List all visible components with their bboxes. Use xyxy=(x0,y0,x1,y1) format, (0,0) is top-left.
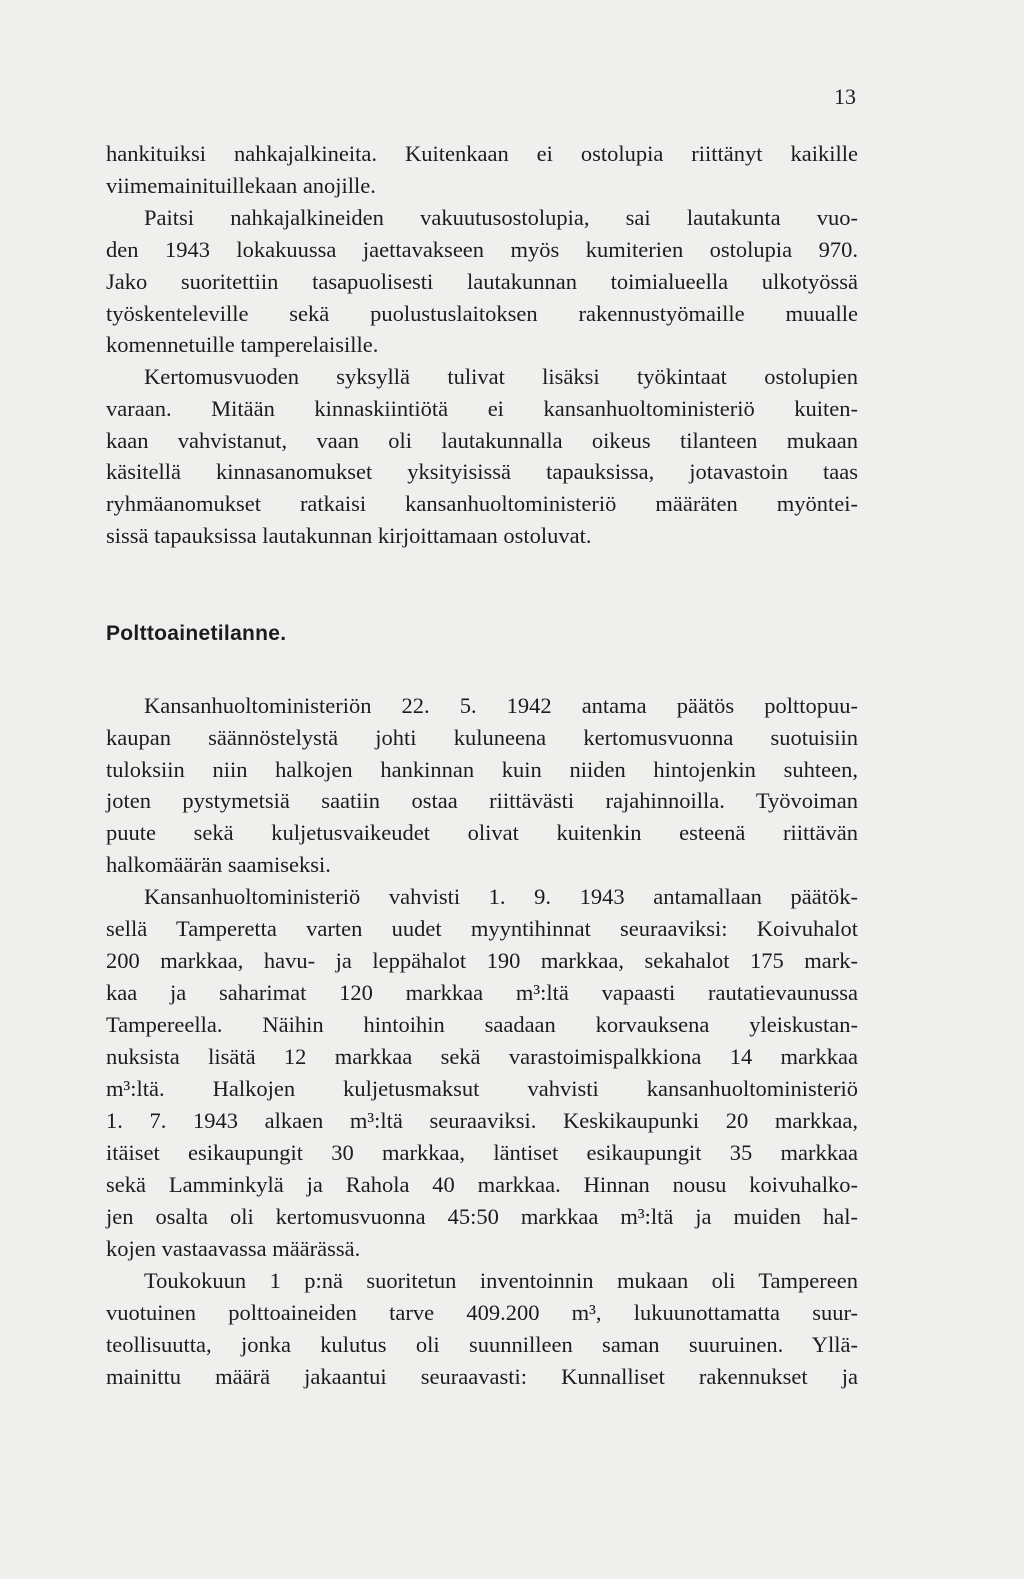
text-line: sissä tapauksissa lautakunnan kirjoittamaan ostoluvat. xyxy=(106,523,592,548)
text-line: varaan. Mitään kinnaskiintiötä ei kansanhuoltoministeriö kuiten- xyxy=(106,396,858,421)
text-line: halkomäärän saamiseksi. xyxy=(106,852,331,877)
text-line: den 1943 lokakuussa jaettavakseen myös kumiterien ostolupia 970. xyxy=(106,237,858,262)
text-line: teollisuutta, jonka kulutus oli suunnilleen saman suuruinen. Yllä- xyxy=(106,1332,858,1357)
text-line: 200 markkaa, havu- ja leppähalot 190 markkaa, sekahalot 175 mark- xyxy=(106,948,858,973)
text-line: viimemainituillekaan anojille. xyxy=(106,173,376,198)
text-line: Kertomusvuoden syksyllä tulivat lisäksi työkintaat ostolupien xyxy=(144,364,858,389)
text-line: Paitsi nahkajalkineiden vakuutusostolupia, sai lautakunta vuo- xyxy=(144,205,858,230)
text-line: Jako suoritettiin tasapuolisesti lautakunnan toimialueella ulkotyössä xyxy=(106,269,858,294)
page-number: 13 xyxy=(834,84,856,109)
text-line: hankituiksi nahkajalkineita. Kuitenkaan ei ostolupia riittänyt kaikille xyxy=(106,141,858,166)
text-line: itäiset esikaupungit 30 markkaa, läntiset esikaupungit 35 markkaa xyxy=(106,1140,858,1165)
text-line: sellä Tamperetta varten uudet myyntihinnat seuraaviksi: Koivuhalot xyxy=(106,916,858,941)
text-line: tuloksiin niin halkojen hankinnan kuin niiden hintojenkin suhteen, xyxy=(106,757,858,782)
text-line: Kansanhuoltoministeriön 22. 5. 1942 antama päätös polttopuu- xyxy=(144,693,858,718)
text-line: kaan vahvistanut, vaan oli lautakunnalla oikeus tilanteen mukaan xyxy=(106,428,858,453)
text-line: kaupan säännöstelystä johti kuluneena kertomusvuonna suotuisiin xyxy=(106,725,858,750)
text-line: sekä Lamminkylä ja Rahola 40 markkaa. Hinnan nousu koivuhalko- xyxy=(106,1172,858,1197)
text-line: kojen vastaavassa määrässä. xyxy=(106,1236,361,1261)
text-line: komennetuille tamperelaisille. xyxy=(106,332,379,357)
text-line: Kansanhuoltoministeriö vahvisti 1. 9. 1943 antamallaan päätök- xyxy=(144,884,858,909)
text-line: vuotuinen polttoaineiden tarve 409.200 m³, lukuunottamatta suur- xyxy=(106,1300,858,1325)
text-line: ryhmäanomukset ratkaisi kansanhuoltoministeriö määräten myöntei- xyxy=(106,491,858,516)
text-line: 1. 7. 1943 alkaen m³:ltä seuraaviksi. Keskikaupunki 20 markkaa, xyxy=(106,1108,858,1133)
text-line: m³:ltä. Halkojen kuljetusmaksut vahvisti kansanhuoltoministeriö xyxy=(106,1076,858,1101)
text-line: mainittu määrä jakaantui seuraavasti: Kunnalliset rakennukset ja xyxy=(106,1364,858,1389)
text-line: joten pystymetsiä saatiin ostaa riittävästi rajahinnoilla. Työvoiman xyxy=(106,788,858,813)
text-line: jen osalta oli kertomusvuonna 45:50 markkaa m³:ltä ja muiden hal- xyxy=(106,1204,858,1229)
text-line: kaa ja saharimat 120 markkaa m³:ltä vapaasti rautatievaunussa xyxy=(106,980,858,1005)
text-line: työskenteleville sekä puolustuslaitoksen rakennustyömaille muualle xyxy=(106,301,858,326)
text-line: nuksista lisätä 12 markkaa sekä varastoimispalkkiona 14 markkaa xyxy=(106,1044,858,1069)
section-heading: Polttoainetilanne. xyxy=(106,622,287,645)
text-line: Toukokuun 1 p:nä suoritetun inventoinnin mukaan oli Tampereen xyxy=(144,1268,858,1293)
text-line: Tampereella. Näihin hintoihin saadaan korvauksena yleiskustan- xyxy=(106,1012,858,1037)
text-line: käsitellä kinnasanomukset yksityisissä tapauksissa, jotavastoin taas xyxy=(106,459,858,484)
text-line: puute sekä kuljetusvaikeudet olivat kuitenkin esteenä riittävän xyxy=(106,820,858,845)
